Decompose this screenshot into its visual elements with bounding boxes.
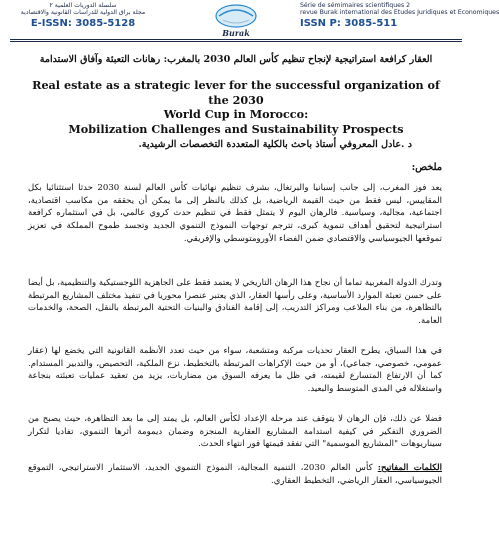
journal-logo bbox=[205, 2, 267, 40]
abstract-paragraph-3: في هذا السياق، يطرح العقار تحديات مركبة ومتشعبة، سواء من حيث تعدد الأنظمة القانونية التي يخضع لها (عقار عمومي، خصوصي، جماعي)، أو من حيث الإكراهات المرتبطة بالتخطيط، نزع الملكية، التحصيص، والتدبير المستدام. كما أن الارتفاع المتسارع لقيمته، في ظل ما يعرفه السوق من مضاربات، يزيد من تعقيد عمليات تعبئته بنجاعة واستغلاله في المدى المتوسط والبعيد. bbox=[28, 346, 442, 395]
author-line: د .عادل المعروفي أستاذ باحث بالكلية المتعددة التخصصات الرشيدية. bbox=[138, 139, 412, 150]
title-english-line-3: Mobilization Challenges and Sustainability Prospects bbox=[68, 121, 404, 136]
series-name-fr: Série de sémimaires scientifiques 2 bbox=[300, 2, 411, 9]
title-english bbox=[22, 78, 450, 136]
header-arabic-block bbox=[8, 2, 158, 29]
title-arabic: العقار كرافعة استراتيجية لإنجاح تنظيم كأس العالم 2030 بالمغرب: رهانات التعبئة وآفاق الاستدامة bbox=[39, 54, 433, 65]
title-english-line-1: Real estate as a strategic lever for the successful organization of the 2030 bbox=[32, 78, 440, 107]
header-divider-bottom bbox=[10, 41, 462, 42]
abstract-heading: ملخص: bbox=[411, 162, 442, 173]
title-english-line-2: World Cup in Morocco: bbox=[163, 107, 309, 121]
abstract-paragraph-4: فضلا عن ذلك، فإن الرهان لا يتوقف عند مرحلة الإعداد لكأس العالم، بل يمتد إلى ما بعد التظاهرة، حيث يصبح من الضروري التفكير في كيفية استدامة المشاريع العقارية المنجزة وضمان ديمومة أثرها التنموي، تفاديا لتكرار سيناريوهات "المشاريع الموسمية" التي تفقد قيمتها فور انتهاء الحدث. bbox=[28, 414, 442, 450]
e-issn: E-ISSN: 3085-5128 bbox=[30, 18, 136, 30]
keywords-text: كأس العالم 2030، التنمية المجالية، النموذج التنموي الجديد، الاستثمار الاستراتيجي، التموقع الجيوسياسي، العقار الرياضي، التخطيط العقاري. bbox=[28, 463, 442, 486]
keywords bbox=[28, 462, 442, 487]
journal-name-ar: مجلة براق الدولية للدراسات القانونية والاقتصادية bbox=[20, 9, 146, 17]
journal-header bbox=[0, 0, 499, 44]
header-french-block bbox=[300, 2, 499, 30]
journal-name-fr: revue Burak international des Etudes Juridiques et Economiques bbox=[300, 9, 499, 17]
keywords-label: الكلمات المفاتيح: bbox=[377, 463, 442, 473]
logo-text: Burak bbox=[222, 28, 250, 38]
header-divider-top bbox=[10, 39, 462, 40]
print-issn: ISSN P: 3085-511 bbox=[300, 18, 398, 30]
abstract-paragraph-2: وتدرك الدولة المغربية تماما أن نجاح هذا الرهان التاريخي لا يعتمد فقط على الجاهزية اللوجستيكية والتنظيمية، بل أيضا على حسن تعبئة الموارد الأساسية، وعلى رأسها العقار، الذي يعتبر عنصرا محوريا في تنفيذ مختلف المشاريع المرتبطة بالتظاهرة، من بناء الملاعب ومراكز التدريب، إلى إقامة الفنادق والبنيات التحتية المرتبطة بالنقل، الصحة، والخدمات العامة. bbox=[28, 278, 442, 327]
series-name-ar: سلسلة الدوريات العلمية ٢ bbox=[49, 2, 117, 9]
abstract-paragraph-1: يعد فوز المغرب، إلى جانب إسبانيا والبرتغال، بشرف تنظيم نهائيات كأس العالم لسنة 2030 حدثا استثنائيا بكل المقاييس، ليس فقط من حيث القيمة الرياضية، بل كذلك بالنظر إلى ما يمكن أن يحققه من مكاسب اقتصادية، اجتماعية، مجالية، وسياسية. فالرهان اليوم لا يتمثل فقط في تنظيم حدث كروي عالمي، بل في استثماره كرافعة استراتيجية لتحقيق أهداف تنموية كبرى، تترجم توجهات النموذج التنموي الجديد وتجسد طموح المملكة في تعزيز تموقعها الجيوسياسي والاقتصادي ضمن الفضاء الأورومتوسطي والإفريقي. bbox=[28, 183, 443, 244]
